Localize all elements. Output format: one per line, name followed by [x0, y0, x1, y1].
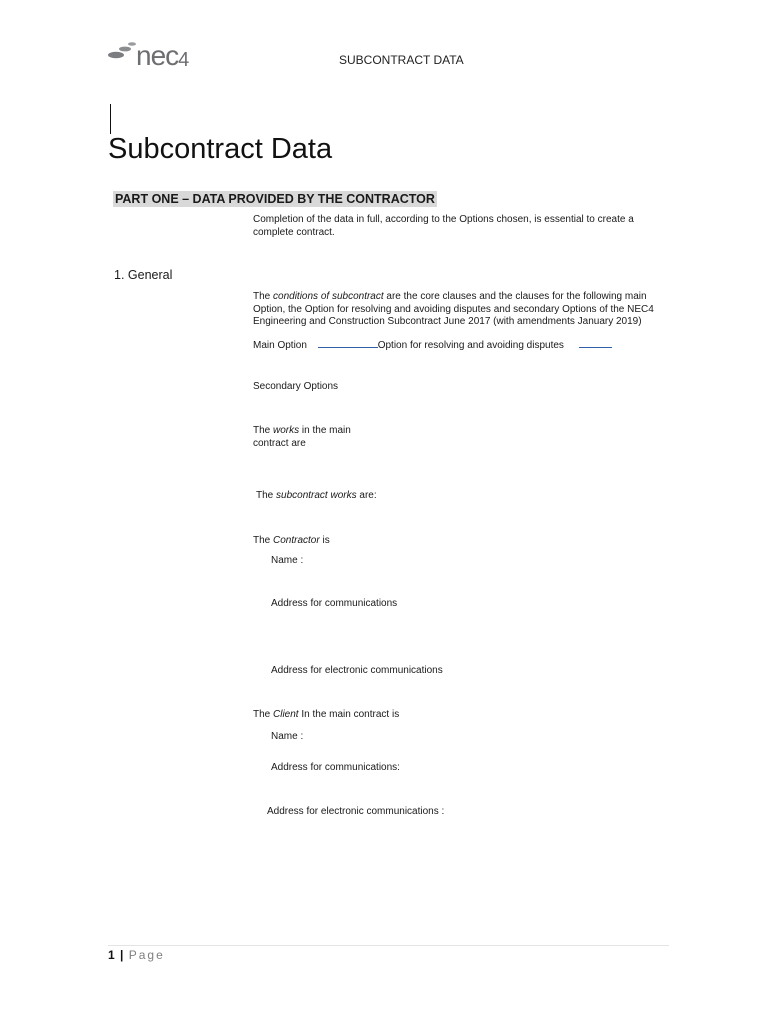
subcontract-works-label: The subcontract works are:	[256, 490, 377, 501]
secondary-options-label: Secondary Options	[253, 381, 339, 392]
footer-separator: |	[120, 948, 124, 962]
part-heading: PART ONE – DATA PROVIDED BY THE CONTRACTOR	[115, 192, 435, 206]
client-name-label: Name :	[271, 731, 304, 742]
client-address-label: Address for communications:	[271, 762, 400, 773]
contractor-address-label: Address for communications	[271, 598, 398, 609]
footer-divider	[108, 945, 669, 946]
page-number: 1	[108, 948, 115, 962]
client-label: The Client In the main contract is	[253, 709, 400, 720]
text-cursor	[110, 104, 111, 134]
nec4-logo	[108, 40, 208, 74]
page-label: Page	[128, 948, 165, 962]
intro-paragraph: Completion of the data in full, according to the Options chosen, is essential to create a complete contract.	[253, 214, 634, 238]
nec-swoosh-icon	[108, 40, 138, 62]
page-footer	[108, 948, 165, 962]
contractor-label: The Contractor is	[253, 535, 330, 546]
header-title: SUBCONTRACT DATA	[339, 53, 464, 67]
logo-text: nec$_4$	[136, 40, 189, 71]
section-heading-general: 1. General	[114, 268, 173, 282]
dispute-option-field[interactable]	[579, 338, 612, 348]
main-option-label: Main Option	[253, 340, 307, 351]
main-option-field[interactable]	[318, 338, 378, 348]
contractor-e-address-label: Address for electronic communications	[271, 665, 443, 676]
conditions-paragraph: The conditions of subcontract are the core clauses and the clauses for the following main Option, the Option for resolving and avoiding disputes and secondary Options of the NEC4 Engineering and Construction Subcontract June 2017 (with amendments January 2019)	[253, 291, 654, 327]
dispute-option-label: Option for resolving and avoiding disputes	[377, 340, 564, 351]
contractor-name-label: Name :	[271, 555, 304, 566]
works-label: The works in the main contract are	[253, 425, 351, 449]
client-e-address-label: Address for electronic communications :	[267, 806, 445, 817]
option-row	[253, 338, 612, 353]
document-title: Subcontract Data	[108, 133, 333, 165]
